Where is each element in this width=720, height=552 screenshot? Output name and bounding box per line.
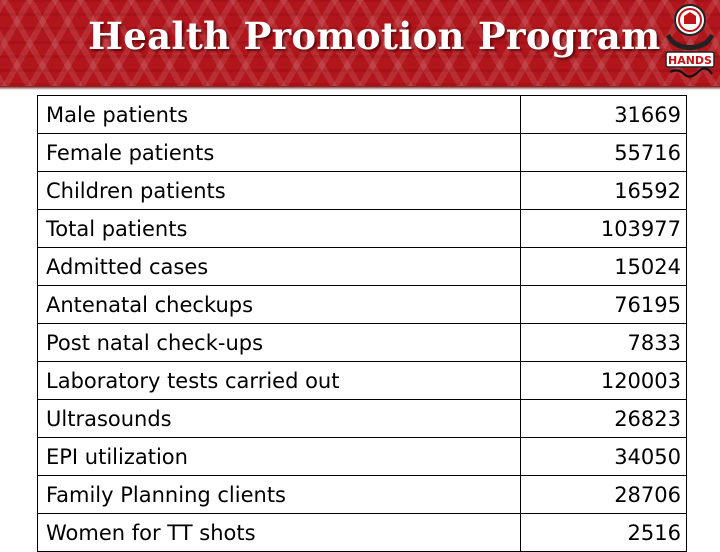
row-label: Ultrasounds	[38, 400, 521, 438]
row-value: 16592	[521, 172, 687, 210]
row-value: 7833	[521, 324, 687, 362]
row-value: 28706	[521, 476, 687, 514]
row-value: 34050	[521, 438, 687, 476]
row-value: 103977	[521, 210, 687, 248]
row-value: 31669	[521, 96, 687, 134]
row-label: Antenatal checkups	[38, 286, 521, 324]
row-value: 15024	[521, 248, 687, 286]
table-row	[38, 514, 687, 552]
row-label: Family Planning clients	[38, 476, 521, 514]
row-value: 76195	[521, 286, 687, 324]
table-row	[38, 324, 687, 362]
table-row	[38, 286, 687, 324]
logo-text: HANDS	[668, 54, 712, 67]
row-value: 2516	[521, 514, 687, 552]
hands-logo	[660, 2, 720, 82]
row-label: EPI utilization	[38, 438, 521, 476]
row-value: 55716	[521, 134, 687, 172]
table-row	[38, 438, 687, 476]
row-label: Total patients	[38, 210, 521, 248]
table-row	[38, 210, 687, 248]
page-title: Health Promotion Program	[88, 14, 661, 58]
table-row	[38, 476, 687, 514]
row-value: 26823	[521, 400, 687, 438]
table-row	[38, 172, 687, 210]
banner-shadow	[0, 86, 720, 90]
row-value: 120003	[521, 362, 687, 400]
table-row	[38, 96, 687, 134]
table-row	[38, 362, 687, 400]
row-label: Male patients	[38, 96, 521, 134]
row-label: Admitted cases	[38, 248, 521, 286]
row-label: Women for TT shots	[38, 514, 521, 552]
row-label: Female patients	[38, 134, 521, 172]
row-label: Post natal check-ups	[38, 324, 521, 362]
stats-table	[37, 95, 687, 552]
row-label: Children patients	[38, 172, 521, 210]
row-label: Laboratory tests carried out	[38, 362, 521, 400]
table-row	[38, 134, 687, 172]
table-row	[38, 248, 687, 286]
table-row	[38, 400, 687, 438]
